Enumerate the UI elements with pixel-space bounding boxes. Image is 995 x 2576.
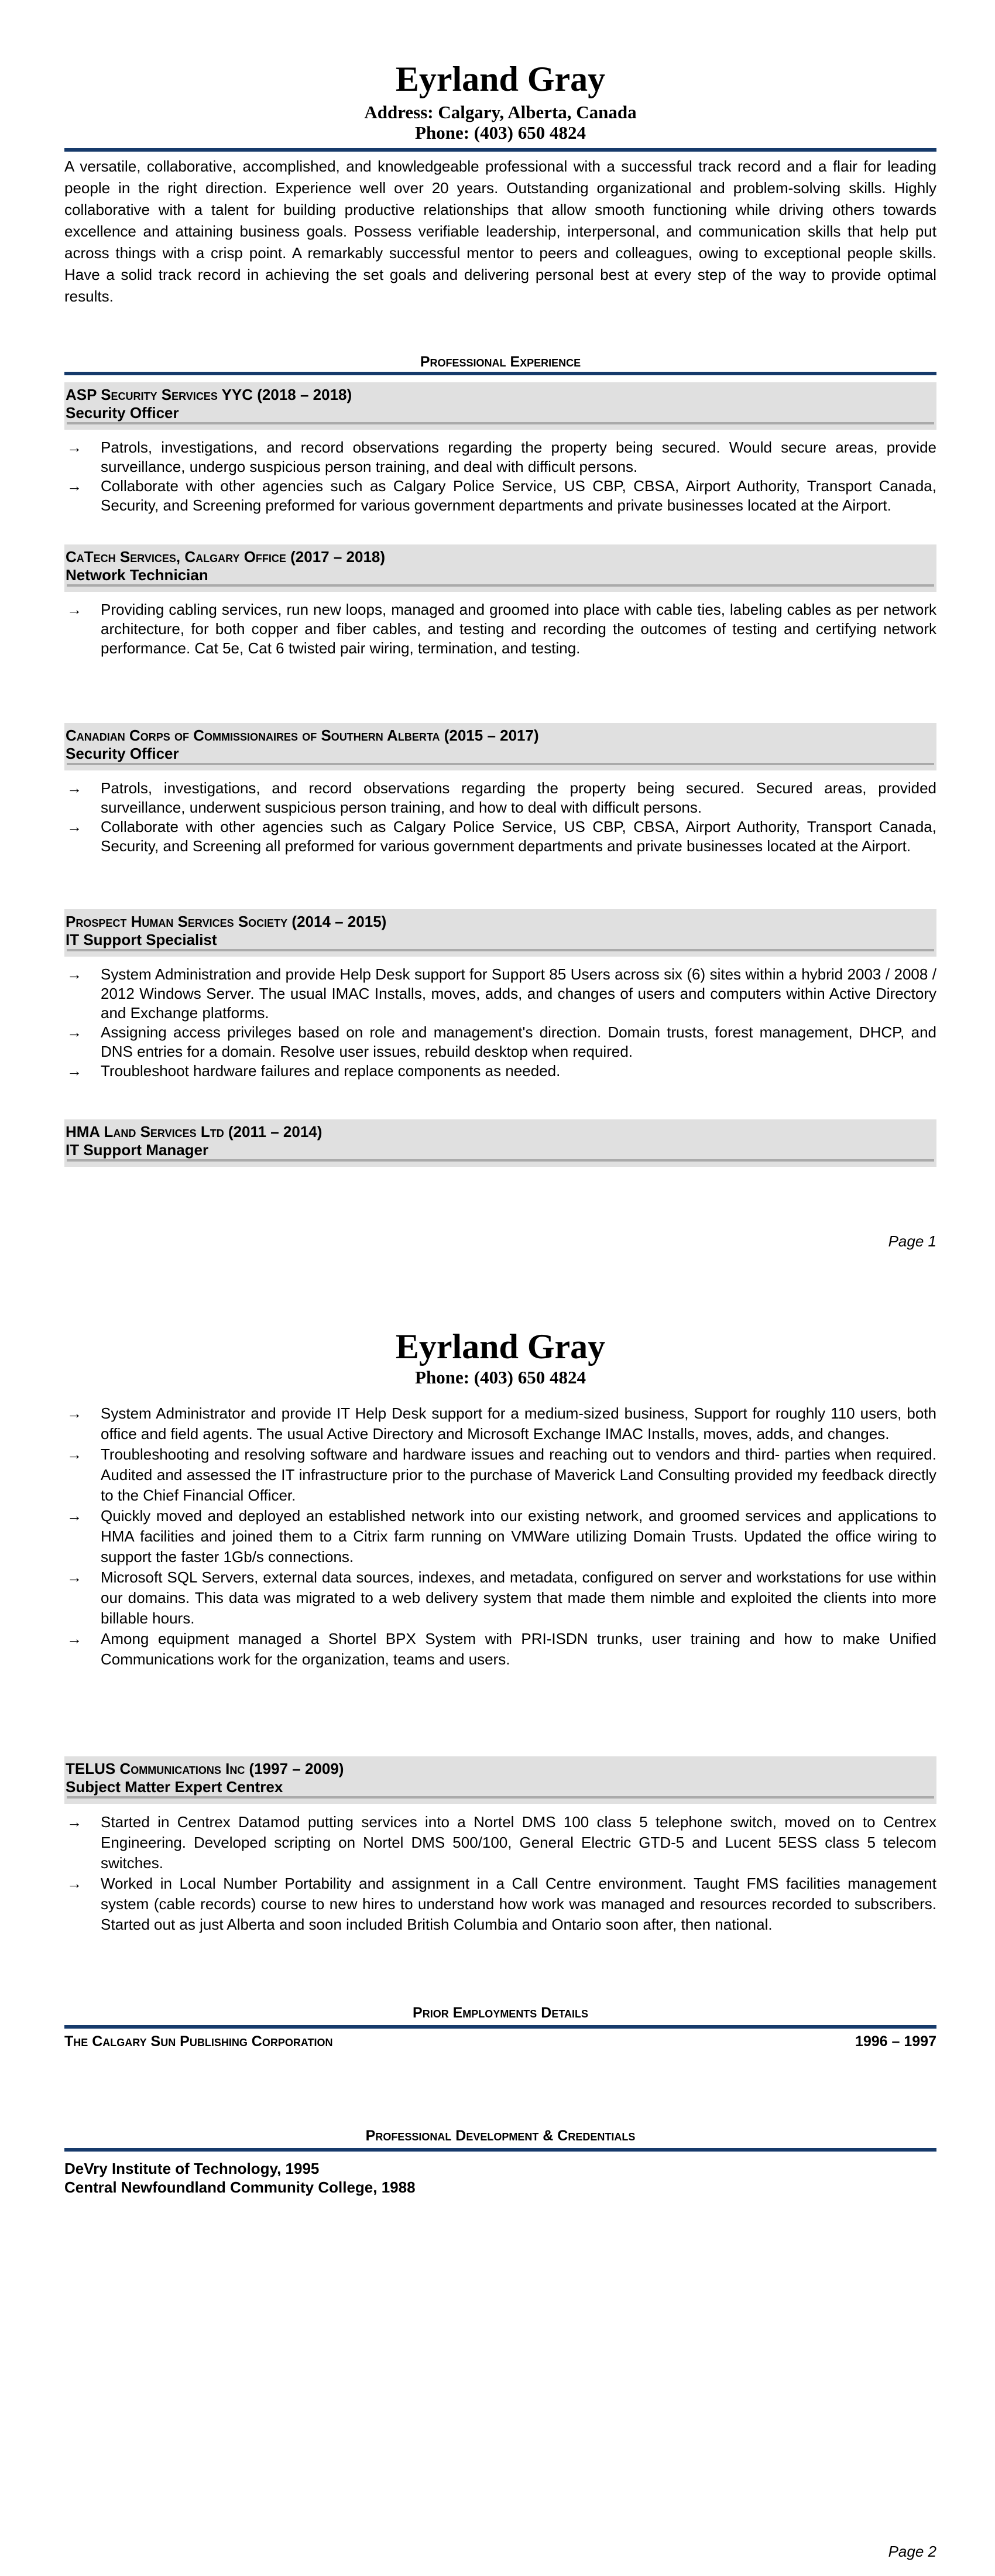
job-company: HMA Land Services Ltd (2011 – 2014) <box>66 1123 322 1140</box>
job-bullet-text: Assigning access privileges based on role and management's direction. Domain trusts, forest management, DHCP, and DNS entries for a domain. Resolve user issues, rebuild desktop when required. <box>101 1023 936 1060</box>
job-bullets <box>64 779 936 856</box>
job-bullets <box>64 965 936 1081</box>
job-title: IT Support Specialist <box>66 931 217 948</box>
job-bullet-text: Started in Centrex Datamod putting services into a Nortel DMS 100 class 5 telephone switch, moved on to Centrex Engineering. Developed scripting on Nortel DMS 500/100, General Electric GTD-5 and Lucent 5ESS class 5 telecom switches. <box>101 1813 936 1872</box>
job-header <box>64 723 936 770</box>
job-bullet <box>64 817 936 856</box>
job-bullets <box>64 600 936 658</box>
arrow-right-icon: → <box>67 818 82 835</box>
job-bullet <box>64 1506 936 1567</box>
credential: Central Newfoundland Community College, 1988 <box>64 2178 416 2196</box>
job-header-divider <box>67 1796 934 1799</box>
arrow-right-icon: → <box>67 601 82 618</box>
job-bullet <box>64 600 936 658</box>
job-bullet-text: Collaborate with other agencies such as Calgary Police Service, US CBP, CBSA, Airport Authority, Transport Canada, Security, and Screening all preformed for various government departments and private businesses located at the Airport. <box>101 818 936 855</box>
job-bullet-text: Microsoft SQL Servers, external data sources, indexes, and metadata, configured on server and workstations for use within our domains. This data was migrated to a web delivery system that made them nimble and exploited the clients into more billable hours. <box>101 1568 936 1627</box>
section-divider <box>64 2025 936 2029</box>
arrow-right-icon: → <box>67 1445 82 1463</box>
phone: Phone: (403) 650 4824 <box>415 122 586 143</box>
job-bullets <box>64 1812 936 1935</box>
job-bullets <box>64 1403 936 1670</box>
job-bullet <box>64 1023 936 1061</box>
arrow-right-icon: → <box>67 1507 82 1525</box>
job-bullet-text: Quickly moved and deployed an established network into our existing network, and groomed services and applications to HMA facilities and joined them to a Citrix farm running on VMWare utilizing Domain Trusts. Updated the office wiring to support the faster 1Gb/s connections. <box>101 1507 936 1566</box>
section-heading-development: Professional Development & Credentials <box>365 2128 636 2144</box>
job-bullet-text: System Administration and provide Help Desk support for Support 85 Users across six (6) sites within a hybrid 2003 / 2008 / 2012 Windows Server. The usual IMAC Installs, moves, adds, and changes of users and computers within Active Directory and Exchange platforms. <box>101 965 936 1022</box>
arrow-right-icon: → <box>67 1023 82 1041</box>
job-bullet <box>64 1629 936 1670</box>
job-bullet <box>64 1403 936 1444</box>
job-bullet <box>64 477 936 515</box>
arrow-right-icon: → <box>67 1875 82 1892</box>
job-entry-continued <box>64 1403 936 1670</box>
section-heading-prior: Prior Employments Details <box>413 2005 588 2021</box>
job-header-divider <box>67 949 934 951</box>
job-bullet-text: Patrols, investigations, and record observations regarding the property being secured. Would secure areas, provide surveillance, undergo suspicious person training, and deal with difficult persons. <box>101 439 936 475</box>
job-bullet-text: System Administrator and provide IT Help Desk support for a medium-sized business, Support for roughly 110 users, both office and field agents. The usual Active Directory and Microsoft Exchange IMAC Installs, moves, adds, and changes. <box>101 1405 936 1443</box>
arrow-right-icon: → <box>67 1813 82 1831</box>
job-header <box>64 544 936 592</box>
job-bullet-text: Patrols, investigations, and record observations regarding the property being secured. Secured areas, provided surveillance, underwent suspicious person training, and how to deal with difficult persons. <box>101 779 936 816</box>
arrow-right-icon: → <box>67 1062 82 1080</box>
job-company: ASP Security Services YYC (2018 – 2018) <box>66 386 352 403</box>
section-divider <box>64 2148 936 2152</box>
job-bullet-text: Collaborate with other agencies such as Calgary Police Service, US CBP, CBSA, Airport Authority, Transport Canada, Security, and Screening preformed for various government departments and private businesses located at the Airport. <box>101 477 936 514</box>
job-bullet-text: Troubleshoot hardware failures and replace components as needed. <box>101 1062 561 1080</box>
job-entry <box>64 1119 936 1167</box>
section-divider <box>64 372 936 375</box>
job-company: Canadian Corps of Commissionaires of Southern Alberta (2015 – 2017) <box>66 727 539 744</box>
job-header-divider <box>67 763 934 765</box>
job-bullet <box>64 779 936 817</box>
job-entry <box>64 1756 936 1935</box>
header-divider <box>64 148 936 152</box>
job-header <box>64 1756 936 1804</box>
summary: A versatile, collaborative, accomplished, and knowledgeable professional with a successful track record and a flair for leading people in the right direction. Experience well over 20 years. Outstanding organizational and problem-solving skills. Highly collaborative with a talent for building productive relationships that allow smooth functioning while driving others towards excellence and attaining business goals. Possess verifiable leadership, interpersonal, and communication skills that help put across things with a crisp point. A remarkably successful mentor to peers and colleagues, owing to exceptional people skills. Have a solid track record in achieving the set goals and delivering personal best at every step of the way to provide optimal results. <box>64 157 936 305</box>
arrow-right-icon: → <box>67 1630 82 1647</box>
prior-years: 1996 – 1997 <box>855 2033 936 2050</box>
job-header <box>64 1119 936 1167</box>
credentials-list <box>64 2159 936 2197</box>
arrow-right-icon: → <box>67 477 82 495</box>
job-bullet-text: Providing cabling services, run new loops, managed and groomed into place with cable ties, labeling cables as per network architecture, for both copper and fiber cables, and testing and recording the outcomes of testing and certifying network performance. Cat 5e, Cat 6 twisted pair wiring, termination, and testing. <box>101 601 936 657</box>
phone-page2: Phone: (403) 650 4824 <box>415 1367 586 1388</box>
job-bullet <box>64 965 936 1023</box>
section-heading-experience: Professional Experience <box>420 354 581 370</box>
credential: DeVry Institute of Technology, 1995 <box>64 2160 320 2177</box>
job-title: Security Officer <box>66 404 179 422</box>
arrow-right-icon: → <box>67 779 82 797</box>
arrow-right-icon: → <box>67 439 82 456</box>
page-number: Page 1 <box>888 1232 936 1250</box>
job-company: CaTech Services, Calgary Office (2017 – 2018) <box>66 548 386 566</box>
arrow-right-icon: → <box>67 1568 82 1586</box>
job-company: Prospect Human Services Society (2014 – 2015) <box>66 913 387 930</box>
arrow-right-icon: → <box>67 965 82 983</box>
job-company: TELUS Communications Inc (1997 – 2009) <box>66 1760 344 1777</box>
candidate-name-page2: Eyrland Gray <box>395 1327 606 1366</box>
job-bullet <box>64 1812 936 1873</box>
job-header <box>64 382 936 430</box>
job-bullet-text: Worked in Local Number Portability and assignment in a Call Centre environment. Taught FMS facilities management system (cable records) course to new hires to understand how work was managed and resources recorded to subscribers. Started out as just Alberta and soon included British Columbia and Ontario soon after, then national. <box>101 1875 936 1933</box>
job-bullet <box>64 1567 936 1629</box>
arrow-right-icon: → <box>67 1405 82 1422</box>
job-header-divider <box>67 584 934 587</box>
job-entry <box>64 723 936 856</box>
prior-company: The Calgary Sun Publishing Corporation <box>64 2033 333 2050</box>
job-bullet-text: Among equipment managed a Shortel BPX System with PRI-ISDN trunks, user training and how to make Unified Communications work for the organization, teams and users. <box>101 1630 936 1668</box>
address: Address: Calgary, Alberta, Canada <box>364 102 637 122</box>
job-bullet <box>64 1873 936 1935</box>
job-entry <box>64 382 936 515</box>
job-title: Network Technician <box>66 566 208 584</box>
page-number: Page 2 <box>888 2543 936 2560</box>
job-bullet <box>64 1061 936 1081</box>
prior-employment-row <box>64 2033 951 2050</box>
job-entry <box>64 909 936 1081</box>
job-header-divider <box>67 1159 934 1162</box>
job-entry <box>64 544 936 658</box>
job-title: Security Officer <box>66 745 179 762</box>
candidate-name: Eyrland Gray <box>395 60 606 98</box>
job-title: Subject Matter Expert Centrex <box>66 1778 283 1796</box>
job-title: IT Support Manager <box>66 1141 209 1159</box>
job-bullet <box>64 1444 936 1506</box>
job-bullet-text: Troubleshooting and resolving software and hardware issues and reaching out to vendors and third- parties when required. Audited and assessed the IT infrastructure prior to the purchase of Maverick Land Consulting provided my feedback directly to the Chief Financial Officer. <box>101 1445 936 1504</box>
job-header-divider <box>67 422 934 424</box>
job-bullets <box>64 438 936 515</box>
job-bullet <box>64 438 936 477</box>
job-header <box>64 909 936 957</box>
